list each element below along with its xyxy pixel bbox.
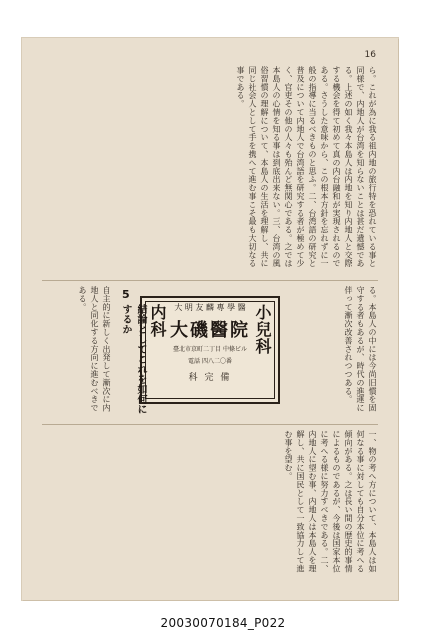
advertisement (140, 296, 280, 404)
archive-caption: 20030070184_P022 (160, 616, 286, 630)
text-column-mid-left: 自主的に新しく出発して漸次に内地人と同化する方向に進むべきである。 (78, 286, 111, 412)
ad-left-heading: 内科 (148, 304, 167, 338)
section-heading: 結論としてこれを如何にするか (120, 304, 146, 414)
page-number: 16 (364, 50, 376, 60)
section-number: 5 (122, 288, 130, 301)
text-column-bottom: 一、物の考へ方について、本島人は如何なる事に対しても自分本位に考へる傾向がある。之は長い間の歴史的事情によるものであるが、今後は国家本位に考へる様に努力すべきである。二、内地人に望む事、内地人は本島人を理解し、共に国民として一致協力して進む事を望む。 (284, 430, 377, 573)
ad-right-heading: 小兒科 (253, 304, 272, 355)
ad-clinic-name: 大磯醫院 (170, 320, 250, 341)
divider-bottom (42, 424, 378, 425)
document-page (22, 38, 398, 600)
text-column-mid-right: る。本島人の中には今尚旧慣を固守する者もあるが、時代の進運に伴って漸次改善されつつある。 (344, 286, 377, 412)
ad-services: 科 完 備 (188, 373, 232, 383)
ad-top-line: 大 明 友 麟 專 學 醫 (174, 303, 246, 312)
divider-top (42, 280, 378, 281)
ad-address: 臺北市京町二丁目 中條ビル (173, 346, 247, 353)
ad-telephone: 電話 四八二〇番 (188, 358, 232, 365)
text-column-top: ら。これが為に我る祖内地の旅行特を恐れている事と同様で、内地人が台湾を知らないことは甚だ遺憾である。上述の如く我々本島人は内地を知り内地人と交際する機会を得て初めて真の内台融和が実現されるのである。さうした意味から、この根本方針を忘れずに一般の指導に当るべきものと思ふ。二、台湾語の研究と普及について内地人で台湾語を研究する者が極めて少く、官吏その他の人々も殆んど無関心である。之では本島人の心情を知る事は到底出来ない。三、台湾の風俗習慣の理解について、本島人の生活を理解し、共に同じ社会人として手を携へて進む事こそ最も大切なる事である。 (236, 66, 377, 268)
